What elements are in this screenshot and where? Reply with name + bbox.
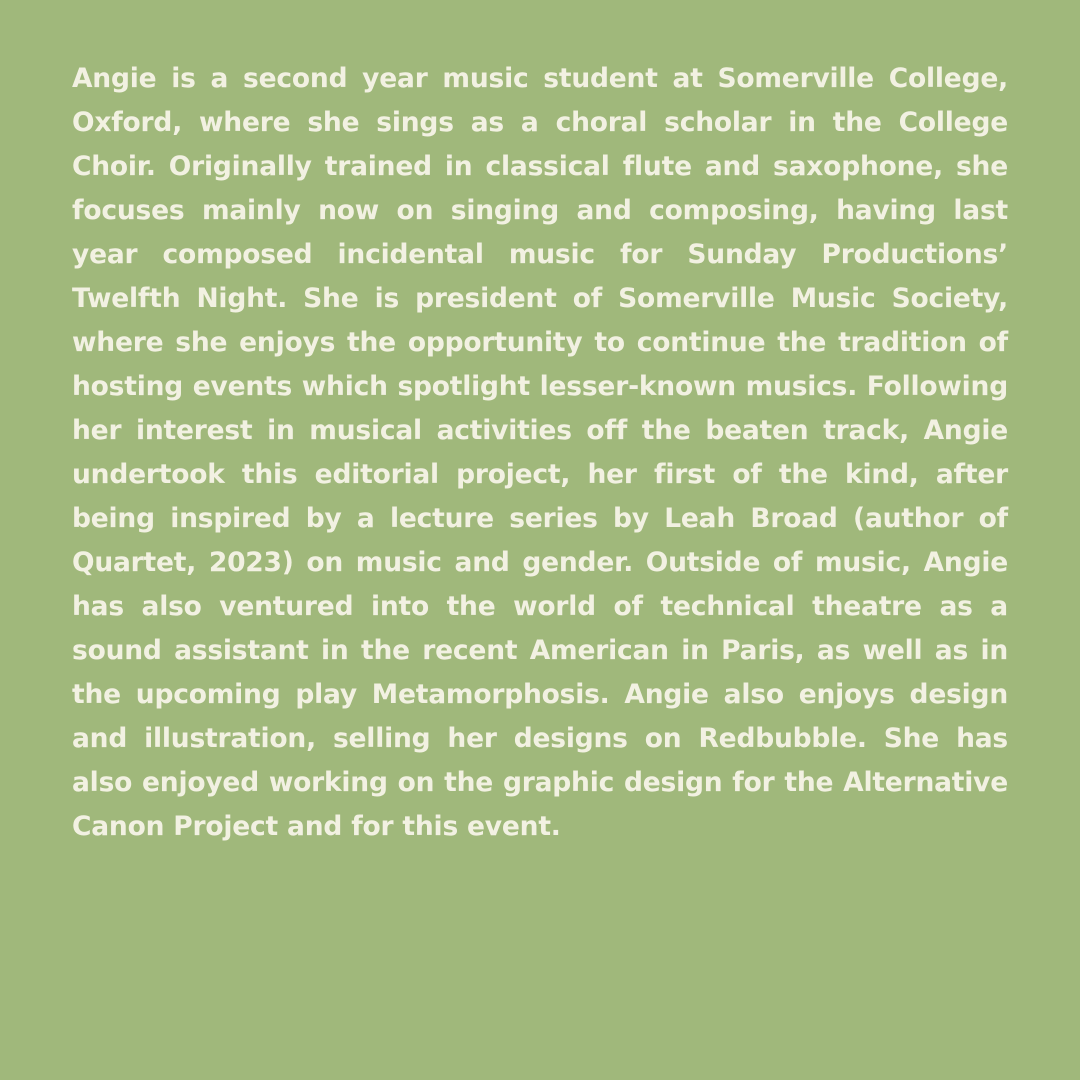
bio-paragraph: Angie is a second year music student at Somerville College, Oxford, where she sings as a choral scholar in the College Choir. Originally trained in classical flute and saxophone, she focuses mainly now on singing and composing, having last year composed incidental music for Sunday Productions’ Twelfth Night. She is president of Somerville Music Society, where she enjoys the opportunity to continue the tradition of hosting events which spotlight lesser-known musics. Following her interest in musical activities off the beaten track, Angie undertook this editorial project, her first of the kind, after being inspired by a lecture series by Leah Broad (author of Quartet, 2023) on music and gender. Outside of music, Angie has also ventured into the world of technical theatre as a sound assistant in the recent American in Paris, as well as in the upcoming play Metamorphosis. Angie also enjoys design and illustration, selling her designs on Redbubble. She has also enjoyed working on the graphic design for the Alternative Canon Project and for this event. [72, 63, 1008, 842]
